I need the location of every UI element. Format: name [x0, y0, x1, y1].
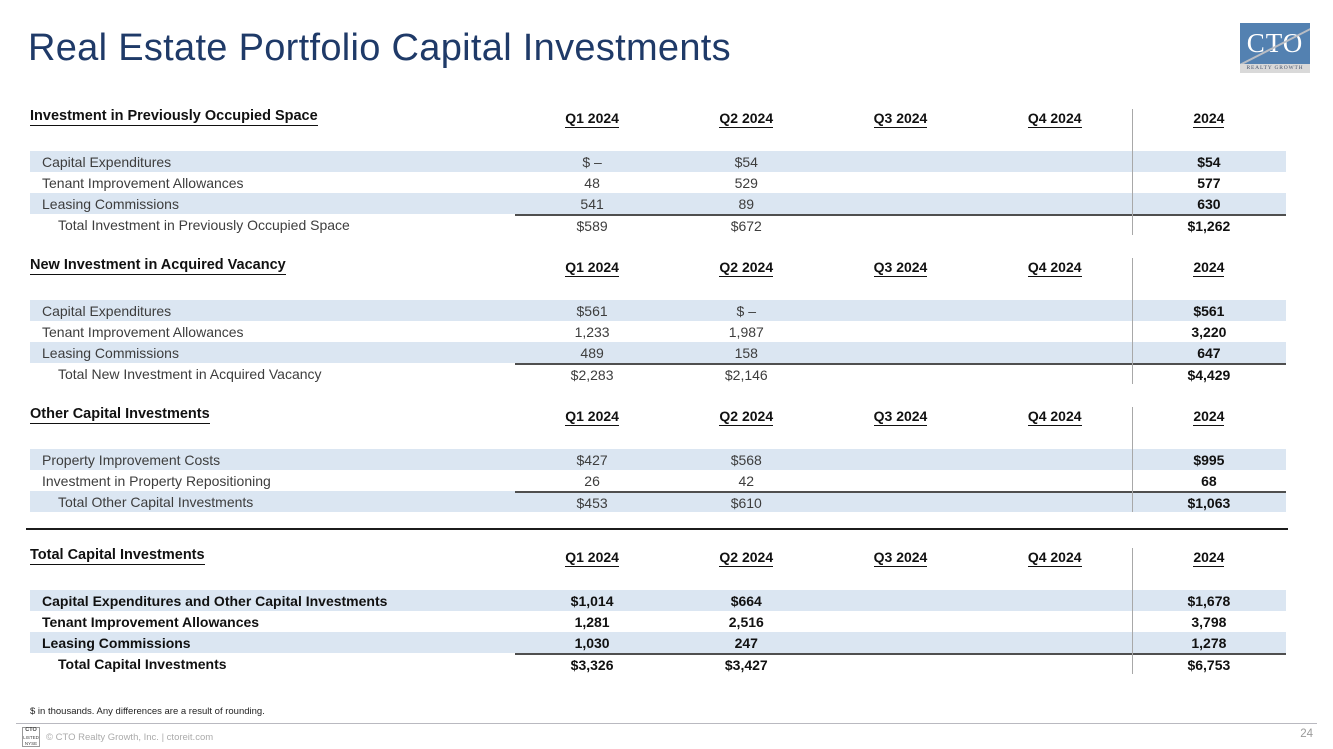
row-label: Total Investment in Previously Occupied Space [58, 216, 350, 233]
value-cell: $6,753 [1187, 656, 1231, 673]
row-label: Total Other Capital Investments [58, 493, 254, 510]
value-cell: $589 [576, 217, 608, 234]
value-cell: $561 [1193, 302, 1225, 319]
value-cell: 1,987 [728, 323, 764, 340]
value-cell: 1,278 [1191, 634, 1227, 651]
logo-subtext: REALTY GROWTH [1240, 64, 1310, 73]
section-heading-cell [30, 107, 515, 126]
row-values [515, 590, 1286, 611]
column-header: 2024 [1193, 408, 1225, 424]
total-row [30, 363, 1286, 384]
section-heading-cell [30, 405, 515, 424]
value-cell: $427 [576, 451, 608, 468]
value-cell: $561 [576, 302, 608, 319]
row-values [515, 363, 1286, 384]
badge-listed: LISTED [23, 734, 39, 740]
table-row [30, 342, 1286, 363]
column-header: Q3 2024 [873, 110, 928, 126]
row-label: Investment in Property Repositioning [42, 472, 271, 489]
row-values [515, 491, 1286, 512]
section-2 [30, 256, 1286, 384]
column-header-cell [978, 259, 1132, 277]
year-column-divider [1132, 109, 1133, 235]
year-column-divider [1132, 258, 1133, 384]
row-values [515, 151, 1286, 172]
column-header: 2024 [1193, 259, 1225, 275]
row-label: Leasing Commissions [42, 344, 179, 361]
value-cell: $54 [1197, 153, 1221, 170]
value-cell: $2,146 [724, 366, 768, 383]
total-row [30, 653, 1286, 674]
row-label: Tenant Improvement Allowances [42, 174, 244, 191]
value-cell: 529 [734, 174, 758, 191]
spacer [30, 280, 1286, 300]
section-header-row [30, 405, 1286, 429]
row-label: Capital Expenditures [42, 302, 172, 319]
section-heading: New Investment in Acquired Vacancy [30, 257, 286, 273]
page-number: 24 [1300, 728, 1313, 740]
value-cell: 42 [738, 472, 755, 489]
column-header-cell [669, 549, 823, 567]
value-cell: 158 [734, 344, 758, 361]
table-row [30, 590, 1286, 611]
footer-divider [16, 723, 1317, 724]
column-header-cell [978, 408, 1132, 426]
value-cell: $ – [582, 153, 602, 170]
table-row [30, 321, 1286, 342]
value-cell: $3,427 [724, 656, 768, 673]
value-cell: $54 [734, 153, 758, 170]
value-cell: $2,283 [570, 366, 614, 383]
row-label: Tenant Improvement Allowances [42, 613, 260, 630]
row-label: Property Improvement Costs [42, 451, 221, 468]
column-header: Q2 2024 [719, 408, 774, 424]
badge-nyse: NYSE [24, 740, 38, 746]
column-header-cell [823, 408, 977, 426]
copyright-text: © CTO Realty Growth, Inc. | ctoreit.com [46, 732, 214, 743]
column-header-cell [978, 110, 1132, 128]
column-header: Q3 2024 [873, 408, 928, 424]
section-heading: Investment in Previously Occupied Space [30, 108, 318, 124]
spacer [30, 131, 1286, 151]
column-header: 2024 [1193, 549, 1225, 565]
row-values [515, 321, 1286, 342]
value-cell: 247 [734, 634, 758, 651]
row-label: Total New Investment in Acquired Vacancy [58, 365, 322, 382]
column-header: Q4 2024 [1027, 549, 1082, 565]
row-values [515, 632, 1286, 653]
logo-text: CTO [1246, 28, 1304, 58]
value-cell: 89 [738, 195, 755, 212]
section-heading-cell [30, 256, 515, 275]
column-headers [515, 405, 1286, 429]
column-header-cell [1132, 408, 1286, 426]
section-divider-line [26, 528, 1288, 530]
column-header: Q2 2024 [719, 549, 774, 565]
column-header-cell [823, 259, 977, 277]
table-row [30, 470, 1286, 491]
total-row [30, 214, 1286, 235]
value-cell: 1,281 [574, 613, 610, 630]
value-cell: 26 [584, 472, 600, 489]
column-header: Q1 2024 [565, 549, 619, 565]
column-header-cell [515, 549, 669, 567]
row-values [515, 214, 1286, 235]
column-header-cell [515, 259, 669, 277]
value-cell: 630 [1197, 195, 1221, 212]
value-cell: $672 [730, 217, 762, 234]
column-header: Q4 2024 [1027, 408, 1082, 424]
column-header: Q4 2024 [1027, 259, 1082, 275]
total-row [30, 491, 1286, 512]
column-header: 2024 [1193, 110, 1225, 126]
value-cell: $610 [730, 494, 762, 511]
value-cell: 3,798 [1191, 613, 1227, 630]
value-cell: $568 [730, 451, 762, 468]
value-cell: $4,429 [1187, 366, 1231, 383]
row-values [515, 470, 1286, 491]
value-cell: 68 [1201, 472, 1217, 489]
nyse-listed-badge [22, 727, 40, 747]
column-header: Q2 2024 [719, 110, 774, 126]
value-cell: $664 [730, 592, 762, 609]
column-header-cell [978, 549, 1132, 567]
row-label: Capital Expenditures and Other Capital Investments [42, 592, 388, 609]
value-cell: 1,030 [574, 634, 610, 651]
row-values [515, 653, 1286, 674]
section-header-row [30, 546, 1286, 570]
column-header-cell [669, 110, 823, 128]
spacer [30, 429, 1286, 449]
value-cell: 577 [1197, 174, 1221, 191]
column-header: Q1 2024 [565, 408, 619, 424]
table-row [30, 151, 1286, 172]
table-row [30, 632, 1286, 653]
section-heading: Other Capital Investments [30, 406, 210, 422]
footnote: $ in thousands. Any differences are a result of rounding. [30, 706, 265, 717]
capital-investments-tables [30, 107, 1286, 695]
value-cell: 1,233 [574, 323, 610, 340]
column-header: Q2 2024 [719, 259, 774, 275]
value-cell: $ – [736, 302, 757, 319]
column-header-cell [669, 259, 823, 277]
value-cell: 2,516 [728, 613, 764, 630]
column-headers [515, 256, 1286, 280]
row-values [515, 193, 1286, 214]
row-values [515, 342, 1286, 363]
column-header-cell [1132, 259, 1286, 277]
column-header-cell [823, 549, 977, 567]
row-values [515, 172, 1286, 193]
section-header-row [30, 107, 1286, 131]
row-values [515, 449, 1286, 470]
row-label: Total Capital Investments [58, 655, 227, 672]
page-title: Real Estate Portfolio Capital Investments [28, 27, 731, 69]
column-header-cell [823, 110, 977, 128]
section-header-row [30, 256, 1286, 280]
company-logo [1240, 23, 1310, 73]
table-row [30, 172, 1286, 193]
logo-box [1240, 23, 1310, 64]
value-cell: $1,678 [1187, 592, 1231, 609]
year-column-divider [1132, 548, 1133, 674]
badge-cto: CTO [25, 727, 37, 734]
year-column-divider [1132, 407, 1133, 512]
row-label: Capital Expenditures [42, 153, 172, 170]
column-header: Q4 2024 [1027, 110, 1082, 126]
value-cell: 3,220 [1191, 323, 1227, 340]
column-header-cell [669, 408, 823, 426]
value-cell: 647 [1197, 344, 1221, 361]
value-cell: $1,063 [1187, 494, 1231, 511]
column-header: Q1 2024 [565, 110, 619, 126]
section-heading: Total Capital Investments [30, 547, 205, 563]
value-cell: 489 [580, 344, 604, 361]
column-header-cell [1132, 110, 1286, 128]
row-label: Tenant Improvement Allowances [42, 323, 244, 340]
table-row [30, 611, 1286, 632]
value-cell: 48 [584, 174, 600, 191]
column-header: Q1 2024 [565, 259, 619, 275]
column-header-cell [1132, 549, 1286, 567]
row-values [515, 300, 1286, 321]
column-header-cell [515, 408, 669, 426]
column-header-cell [515, 110, 669, 128]
table-row [30, 193, 1286, 214]
value-cell: $995 [1193, 451, 1225, 468]
column-header: Q3 2024 [873, 259, 928, 275]
section-heading-cell [30, 546, 515, 565]
table-row [30, 300, 1286, 321]
row-label: Leasing Commissions [42, 634, 191, 651]
spacer [30, 570, 1286, 590]
section-3 [30, 405, 1286, 512]
value-cell: $1,262 [1187, 217, 1231, 234]
table-row [30, 449, 1286, 470]
column-headers [515, 546, 1286, 570]
column-headers [515, 107, 1286, 131]
section-4 [30, 546, 1286, 674]
value-cell: $1,014 [570, 592, 614, 609]
value-cell: $453 [576, 494, 608, 511]
value-cell: 541 [580, 195, 604, 212]
row-values [515, 611, 1286, 632]
section-1 [30, 107, 1286, 235]
row-label: Leasing Commissions [42, 195, 179, 212]
column-header: Q3 2024 [873, 549, 928, 565]
value-cell: $3,326 [570, 656, 614, 673]
